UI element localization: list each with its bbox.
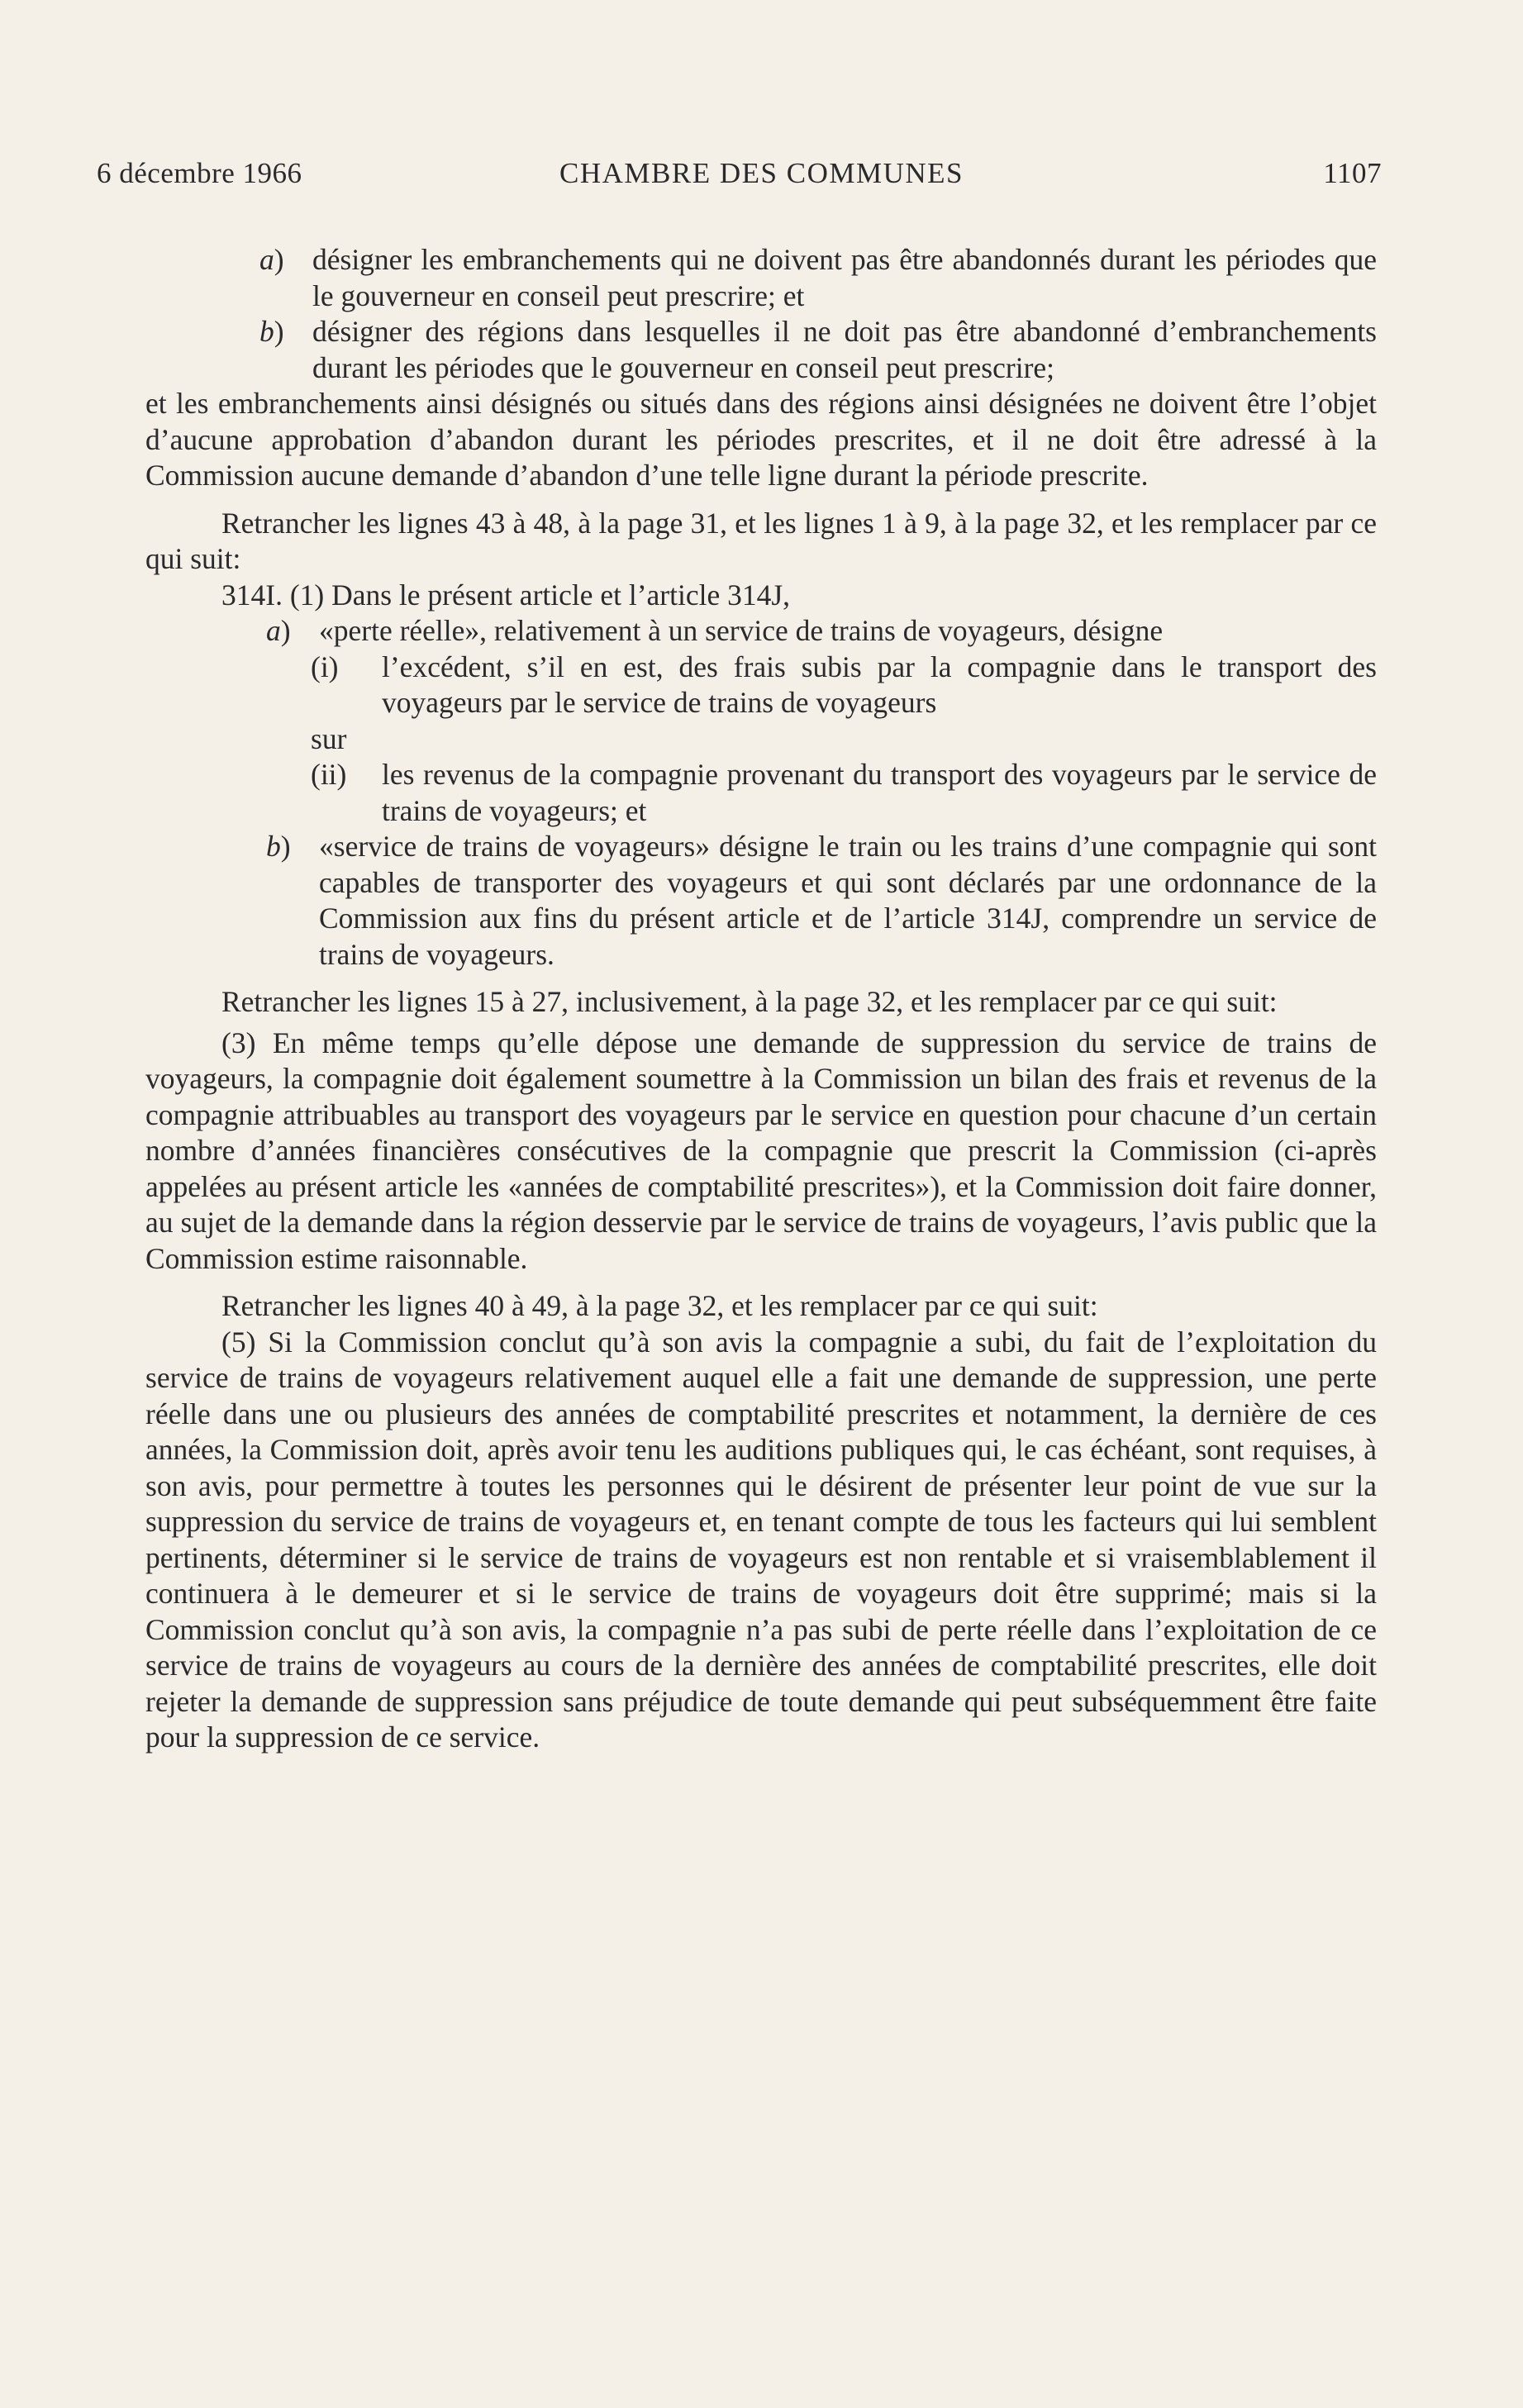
- item-text: désigner des régions dans lesquelles il ne doit pas être abandonné d’embranchements durant les périodes que le gouverneur en conseil peut prescrire;: [312, 315, 1377, 384]
- connector-text: sur: [311, 721, 347, 755]
- item-text: l’excédent, s’il en est, des frais subis par la compagnie dans le transport des voyageurs par le service de trains de voyageurs: [382, 650, 1377, 719]
- list-item-a: [259, 242, 1377, 314]
- item-marker: b): [266, 830, 291, 863]
- item-marker: a): [259, 243, 284, 276]
- header-date: 6 décembre 1966: [97, 157, 302, 189]
- item-text: «perte réelle», relativement à un service de trains de voyageurs, désigne: [319, 614, 1164, 647]
- item-marker: b): [259, 315, 284, 348]
- definition-a: [266, 613, 1377, 650]
- subitem-i: [311, 650, 1377, 721]
- page-header: [0, 157, 1523, 193]
- paragraph: Retrancher les lignes 40 à 49, à la page 32, et les remplacer par ce qui suit:: [221, 1289, 1098, 1322]
- item-text: désigner les embranchements qui ne doivent pas être abandonnés durant les périodes que le gouverneur en conseil peut prescrire; et: [312, 243, 1377, 312]
- header-title: CHAMBRE DES COMMUNES: [559, 157, 964, 189]
- item-text: les revenus de la compagnie provenant du transport des voyageurs par le service de trains de voyageurs; et: [382, 758, 1377, 827]
- paragraph: et les embranchements ainsi désignés ou situés dans des régions ainsi désignées ne doivent être l’objet d’aucune approbation d’abandon durant les périodes prescrites, et il ne doit être adressé à la Commission aucune demande d’abandon d’une telle ligne durant la période prescrite.: [145, 387, 1377, 492]
- paragraph: Retrancher les lignes 15 à 27, inclusivement, à la page 32, et les remplacer par ce qui suit:: [221, 985, 1278, 1018]
- paragraph: Retrancher les lignes 43 à 48, à la page 31, et les lignes 1 à 9, à la page 32, et les remplacer par ce qui suit:: [145, 506, 1377, 575]
- paragraph: (3) En même temps qu’elle dépose une demande de suppression du service de trains de voyageurs, la compagnie doit également soumettre à la Commission un bilan des frais et revenus de la compagnie attribuables au transport des voyageurs par le service en question pour chacune d’un certain nombre d’années financières consécutives de la compagnie que prescrit la Commission (ci-après appelées au présent article les «années de comptabilité prescrites»), et la Commission doit faire donner, au sujet de la demande dans la région desservie par le service de trains de voyageurs, l’avis public que la Commission estime raisonnable.: [145, 1026, 1377, 1275]
- subitem-ii: [311, 757, 1377, 829]
- document-body: [145, 242, 1377, 1756]
- item-marker: a): [266, 614, 291, 647]
- item-marker: (ii): [311, 758, 347, 791]
- list-item-b: [259, 314, 1377, 386]
- definition-b: [266, 829, 1377, 973]
- item-text: «service de trains de voyageurs» désigne le train ou les trains d’une compagnie qui sont capables de transporter des voyageurs et qui sont déclarés par une ordonnance de la Commission aux fins du présent article et de l’article 314J, comprendre un service de trains de voyageurs.: [319, 830, 1377, 971]
- page-number: 1107: [1323, 157, 1382, 189]
- section-heading: 314I. (1) Dans le présent article et l’article 314J,: [221, 578, 791, 612]
- item-marker: (i): [311, 650, 339, 683]
- paragraph: (5) Si la Commission conclut qu’à son avis la compagnie a subi, du fait de l’exploitation du service de trains de voyageurs relativement auquel elle a fait une demande de suppression, une perte réelle dans une ou plusieurs des années de comptabilité prescrites et notamment, la dernière de ces années, la Commission doit, après avoir tenu les auditions publiques qui, le cas échéant, sont requises, à son avis, pour permettre à toutes les personnes qui le désirent de présenter leur point de vue sur la suppression du service de trains de voyageurs et, en tenant compte de tous les facteurs qui lui semblent pertinents, déterminer si le service de trains de voyageurs est non rentable et si vraisemblablement il continuera à le demeurer et si le service de trains de voyageurs doit être supprimé; mais si la Commission conclut qu’à son avis, la compagnie n’a pas subi de perte réelle dans l’exploitation de ce service de trains de voyageurs au cours de la dernière des années de comptabilité prescrites, elle doit rejeter la demande de suppression sans préjudice de toute demande qui peut subséquemment être faite pour la suppression de ce service.: [145, 1325, 1377, 1754]
